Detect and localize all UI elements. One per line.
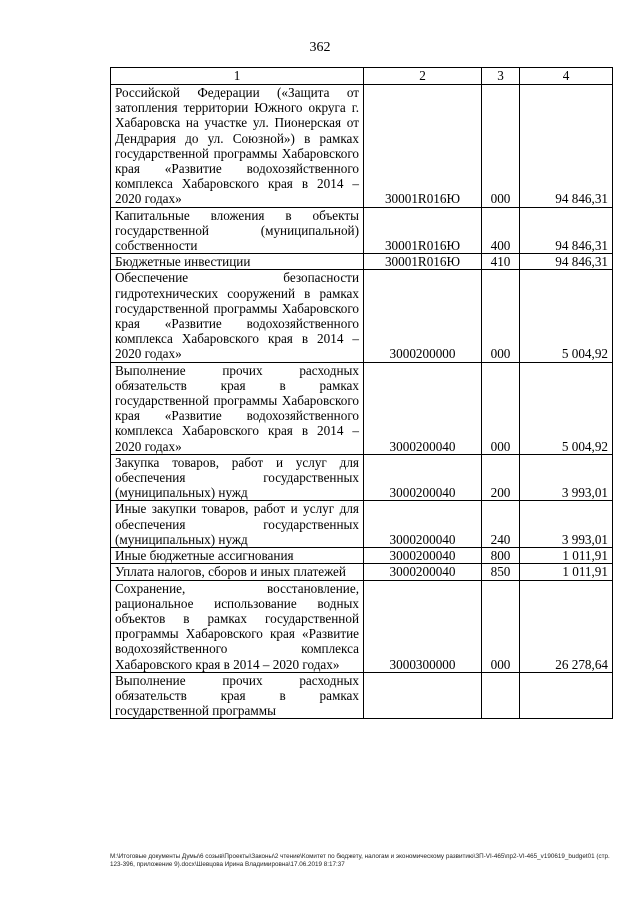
document-path-footer: M:\Итоговые документы Думы\6 созыв\Проекты\Законы\2 чтение\Комитет по бюджету, налогам и экономическому развитию\ЗП-VI-465\пр2-VI-465_v190619_budget01 (стр.123-396, приложение 9).docx\Шевцова Ирина Владимировна\17.06.2019 8:17:37 xyxy=(110,853,610,868)
row-name: Капитальные вложения в объекты государственной (муниципальной) собственности xyxy=(111,207,364,254)
table-row xyxy=(111,580,613,672)
row-expense-type: 000 xyxy=(482,580,520,672)
table-row xyxy=(111,548,613,564)
row-sum: 3 993,01 xyxy=(520,501,613,548)
row-target-code: 3000200040 xyxy=(364,501,482,548)
table-header-row xyxy=(111,68,613,85)
row-name: Выполнение прочих расходных обязательств края в рамках государственной программы Хабаровского края «Развитие водохозяйственного комплекса Хабаровского края в 2014 – 2020 годах» xyxy=(111,362,364,454)
row-target-code: 30001R016Ю xyxy=(364,85,482,208)
table-row xyxy=(111,270,613,362)
row-target-code: 3000300000 xyxy=(364,580,482,672)
table-row xyxy=(111,254,613,270)
page-number: 362 xyxy=(309,40,331,55)
table-row xyxy=(111,501,613,548)
row-sum: 94 846,31 xyxy=(520,85,613,208)
row-target-code: 3000200040 xyxy=(364,548,482,564)
row-target-code: 30001R016Ю xyxy=(364,254,482,270)
row-name: Российской Федерации («Защита от затопления территории Южного округа г. Хабаровска на участке ул. Пионерская от Дендрария до ул. Союзной») в рамках государственной программы Хабаровского края «Развитие водохозяйственного комплекса Хабаровского края в 2014 – 2020 годах» xyxy=(111,85,364,208)
column-header-code: 2 xyxy=(364,68,482,85)
row-expense-type: 200 xyxy=(482,454,520,501)
column-header-name: 1 xyxy=(111,68,364,85)
row-sum: 26 278,64 xyxy=(520,580,613,672)
row-sum: 94 846,31 xyxy=(520,254,613,270)
row-expense-type: 000 xyxy=(482,362,520,454)
row-target-code xyxy=(364,672,482,719)
row-sum: 1 011,91 xyxy=(520,564,613,580)
budget-table xyxy=(110,67,613,719)
row-expense-type: 000 xyxy=(482,85,520,208)
row-expense-type: 400 xyxy=(482,207,520,254)
table-row xyxy=(111,362,613,454)
row-name: Закупка товаров, работ и услуг для обеспечения государственных (муниципальных) нужд xyxy=(111,454,364,501)
row-expense-type: 850 xyxy=(482,564,520,580)
row-name: Иные закупки товаров, работ и услуг для обеспечения государственных (муниципальных) нужд xyxy=(111,501,364,548)
row-target-code: 3000200040 xyxy=(364,362,482,454)
row-expense-type: 800 xyxy=(482,548,520,564)
row-target-code: 3000200040 xyxy=(364,454,482,501)
row-name: Выполнение прочих расходных обязательств края в рамках государственной программы xyxy=(111,672,364,719)
row-sum: 5 004,92 xyxy=(520,362,613,454)
row-name: Бюджетные инвестиции xyxy=(111,254,364,270)
table-row xyxy=(111,564,613,580)
row-expense-type xyxy=(482,672,520,719)
row-target-code: 3000200040 xyxy=(364,564,482,580)
row-sum xyxy=(520,672,613,719)
row-expense-type: 240 xyxy=(482,501,520,548)
row-sum: 94 846,31 xyxy=(520,207,613,254)
column-header-expense-type: 3 xyxy=(482,68,520,85)
row-name: Обеспечение безопасности гидротехнических сооружений в рамках государственной программы Хабаровского края «Развитие водохозяйственного комплекса Хабаровского края в 2014 – 2020 годах» xyxy=(111,270,364,362)
table-row xyxy=(111,672,613,719)
row-target-code: 30001R016Ю xyxy=(364,207,482,254)
row-target-code: 3000200000 xyxy=(364,270,482,362)
row-expense-type: 410 xyxy=(482,254,520,270)
table-row xyxy=(111,454,613,501)
column-header-sum: 4 xyxy=(520,68,613,85)
row-name: Уплата налогов, сборов и иных платежей xyxy=(111,564,364,580)
table-row xyxy=(111,207,613,254)
row-name: Иные бюджетные ассигнования xyxy=(111,548,364,564)
row-sum: 5 004,92 xyxy=(520,270,613,362)
row-sum: 3 993,01 xyxy=(520,454,613,501)
table-row xyxy=(111,85,613,208)
row-expense-type: 000 xyxy=(482,270,520,362)
row-sum: 1 011,91 xyxy=(520,548,613,564)
row-name: Сохранение, восстановление, рациональное использование водных объектов в рамках государственной программы Хабаровского края «Развитие водохозяйственного комплекса Хабаровского края в 2014 – 2020 годах» xyxy=(111,580,364,672)
